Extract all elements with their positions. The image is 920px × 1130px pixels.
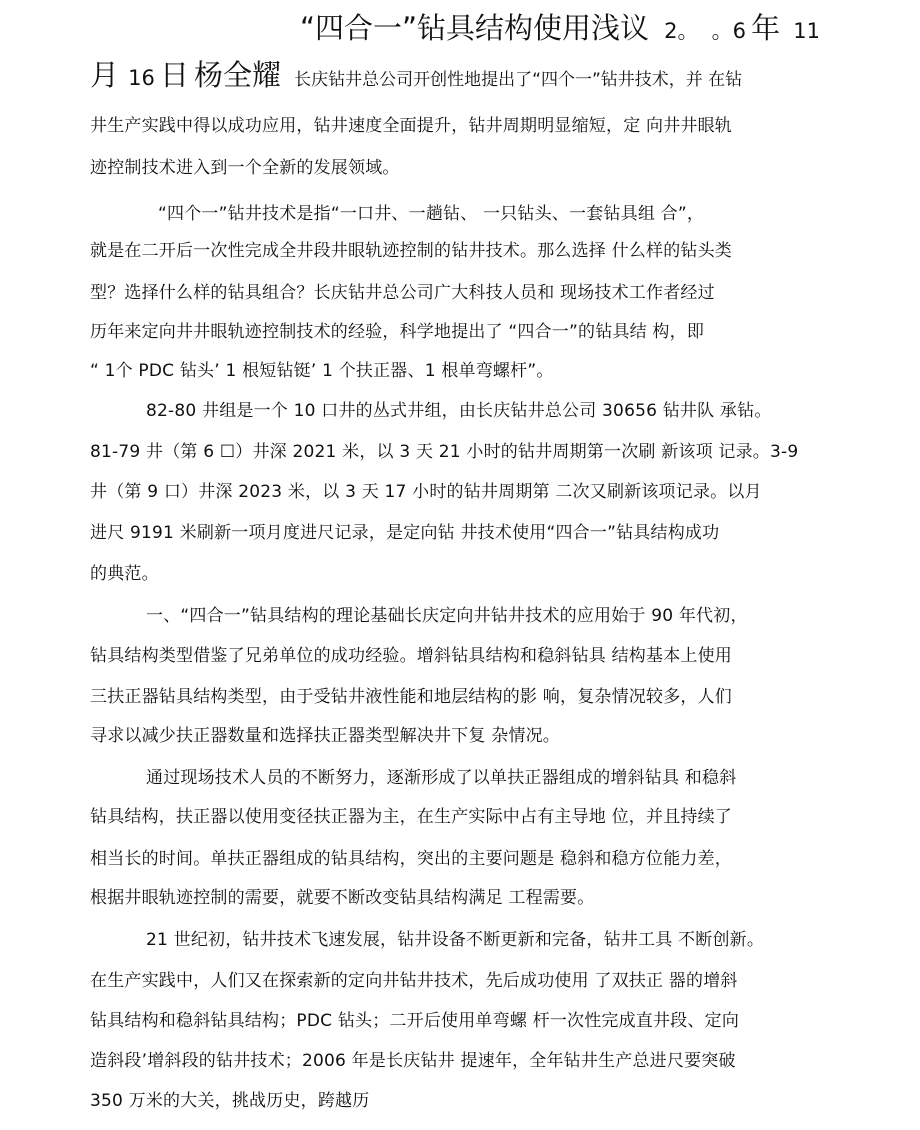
- date-fragment-a: 2。: [664, 19, 699, 43]
- text-line: 型？选择什么样的钻具组合？长庆钻井总公司广大科技人员和 现场技术工作者经过: [90, 283, 715, 303]
- text-line: 迹控制技术进入到一个全新的发展领域。: [90, 158, 400, 178]
- text-line: 长庆钻井总公司开创性地提出了“四个一”钻井技术，并 在钻: [294, 70, 743, 90]
- text-line: 的典范。: [90, 564, 159, 584]
- date-day-number: 16: [128, 66, 155, 90]
- text-line: 井（第 9 口）井深 2023 米，以 3 天 17 小时的钻井周期第 二次又刷新该项记录。以月: [90, 482, 762, 502]
- author-name: 杨全耀: [194, 58, 282, 92]
- text-line: 历年来定向井井眼轨迹控制技术的经验，科学地提出了 “四合一”的钻具结 构，即: [90, 322, 705, 342]
- document-title: “四合一”钻具结构使用浅议: [300, 11, 650, 45]
- date-fragment-b: 。6: [711, 19, 746, 43]
- text-line: 钻具结构和稳斜钻具结构；PDC 钻头；二开后使用单弯螺 杆一次性完成直井段、定向: [90, 1011, 740, 1031]
- section-heading-line: 一、“四合一”钻具结构的理论基础长庆定向井钻井技术的应用始于 90 年代初，: [146, 606, 748, 626]
- text-line: 350 万米的大关，挑战历史，跨越历: [90, 1091, 370, 1111]
- text-line: 井生产实践中得以成功应用，钻井速度全面提升，钻井周期明显缩短，定 向井井眼轨: [90, 116, 733, 136]
- text-line: 进尺 9191 米刷新一项月度进尺记录，是定向钻 井技术使用“四合一”钻具结构成功: [90, 523, 720, 543]
- text-line: 就是在二开后一次性完成全井段井眼轨迹控制的钻井技术。那么选择 什么样的钻头类: [90, 241, 733, 261]
- text-line: 在生产实践中，人们又在探索新的定向井钻井技术，先后成功使用 了双扶正 器的增斜: [90, 971, 738, 991]
- text-line: 三扶正器钻具结构类型，由于受钻井液性能和地层结构的影 响，复杂情况较多，人们: [90, 687, 733, 707]
- text-line: 寻求以减少扶正器数量和选择扶正器类型解决井下复 杂情况。: [90, 726, 561, 746]
- date-fragment-c: 11: [793, 19, 820, 43]
- text-line: 根据井眼轨迹控制的需要，就要不断改变钻具结构满足 工程需要。: [90, 888, 595, 908]
- byline-row: [90, 55, 742, 98]
- date-month-char: 月: [90, 58, 120, 92]
- title-row: [300, 8, 820, 51]
- text-line: 造斜段’增斜段的钻井技术；2006 年是长庆钻井 提速年，全年钻井生产总进尺要突破: [90, 1051, 736, 1071]
- paragraph-start-line: “四个一”钻井技术是指“一口井、一趟钻、 一只钻头、一套钻具组 合”，: [158, 204, 705, 224]
- paragraph-start-line: 通过现场技术人员的不断努力，逐渐形成了以单扶正器组成的增斜钻具 和稳斜: [146, 768, 737, 788]
- text-line: “ 1个 PDC 钻头’ 1 根短钻铤’ 1 个扶正器、1 根单弯螺杆”。: [90, 361, 554, 381]
- text-line: 相当长的时间。单扶正器组成的钻具结构，突出的主要问题是 稳斜和稳方位能力差，: [90, 849, 733, 869]
- date-year-char: 年: [751, 11, 781, 45]
- text-line: 钻具结构类型借鉴了兄弟单位的成功经验。增斜钻具结构和稳斜钻具 结构基本上使用: [90, 646, 733, 666]
- paragraph-start-line: 21 世纪初，钻井技术飞速发展，钻井设备不断更新和完备，钻井工具 不断创新。: [146, 930, 765, 950]
- text-line: 81-79 井（第 6 ☐）井深 2021 米，以 3 天 21 小时的钻井周期第一次刷 新该项 记录。3-9: [90, 442, 799, 462]
- paragraph-start-line: 82-80 井组是一个 10 口井的丛式井组，由长庆钻井总公司 30656 钻井队 承钻。: [146, 401, 772, 421]
- text-line: 钻具结构，扶正器以使用变径扶正器为主，在生产实际中占有主导地 位，并且持续了: [90, 807, 733, 827]
- date-day-char: 日: [159, 58, 189, 92]
